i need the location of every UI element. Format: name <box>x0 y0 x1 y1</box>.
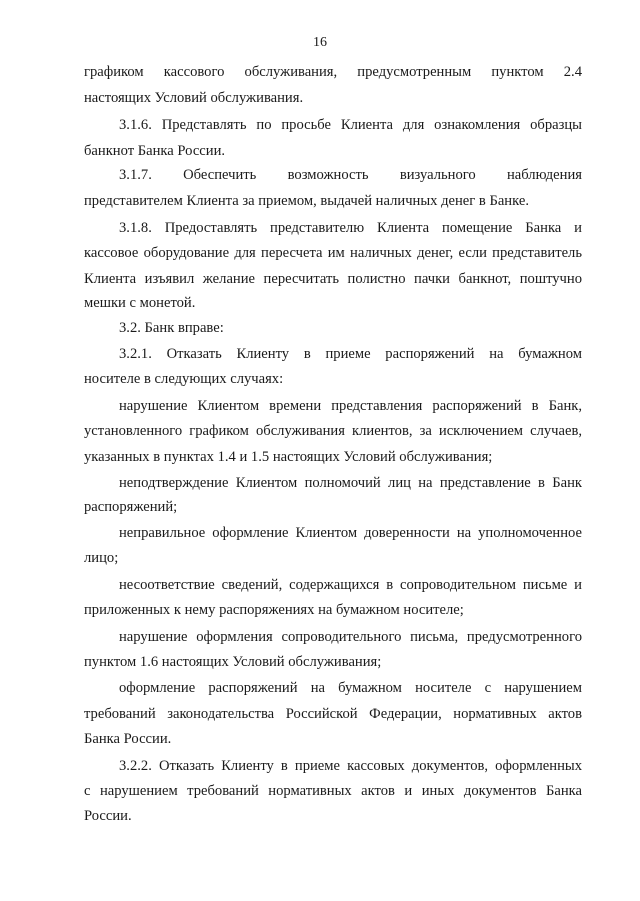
text-line: распоряжений; <box>84 499 178 515</box>
page-number: 16 <box>313 35 327 50</box>
text-line: лицо; <box>84 550 119 566</box>
list-item: неправильное оформление Клиентом доверенности на уполномоченное <box>119 525 582 541</box>
text-line: банкнот Банка России. <box>84 143 226 159</box>
paragraph-3-1-7: 3.1.7. Обеспечить возможность визуального наблюдения <box>119 167 582 183</box>
section-3-2-heading: 3.2. Банк вправе: <box>119 320 224 336</box>
text-line: Банка России. <box>84 731 172 747</box>
list-item: несоответствие сведений, содержащихся в сопроводительном письме и <box>119 577 582 593</box>
text-line: требований законодательства Российской Федерации, нормативных актов <box>84 706 582 722</box>
paragraph-3-1-6: 3.1.6. Представлять по просьбе Клиента для ознакомления образцы <box>119 117 582 133</box>
text-line: России. <box>84 808 132 824</box>
paragraph-3-2-2: 3.2.2. Отказать Клиенту в приеме кассовых документов, оформленных <box>119 758 582 774</box>
text-line: пунктом 1.6 настоящих Условий обслуживания; <box>84 654 382 670</box>
text-line: с нарушением требований нормативных актов и иных документов Банка <box>84 783 582 799</box>
text-line: настоящих Условий обслуживания. <box>84 90 304 106</box>
text-line: мешки с монетой. <box>84 295 196 311</box>
text-line: Клиента изъявил желание пересчитать полистно пачки банкнот, поштучно <box>84 271 582 287</box>
text-line: указанных в пунктах 1.4 и 1.5 настоящих Условий обслуживания; <box>84 449 493 465</box>
text-line: графиком кассового обслуживания, предусмотренным пунктом 2.4 <box>84 64 582 80</box>
paragraph-3-1-8: 3.1.8. Предоставлять представителю Клиента помещение Банка и <box>119 220 582 236</box>
list-item: нарушение оформления сопроводительного письма, предусмотренного <box>119 629 582 645</box>
list-item: неподтверждение Клиентом полномочий лиц на представление в Банк <box>119 475 582 491</box>
paragraph-3-2-1: 3.2.1. Отказать Клиенту в приеме распоряжений на бумажном <box>119 346 582 362</box>
text-line: приложенных к нему распоряжениях на бумажном носителе; <box>84 602 464 618</box>
text-line: установленного графиком обслуживания клиентов, за исключением случаев, <box>84 423 582 439</box>
text-line: представителем Клиента за приемом, выдачей наличных денег в Банке. <box>84 193 529 209</box>
list-item: нарушение Клиентом времени представления распоряжений в Банк, <box>119 398 582 414</box>
list-item: оформление распоряжений на бумажном носителе с нарушением <box>119 680 582 696</box>
text-line: носителе в следующих случаях: <box>84 371 284 387</box>
text-line: кассовое оборудование для пересчета им наличных денег, если представитель <box>84 245 582 261</box>
